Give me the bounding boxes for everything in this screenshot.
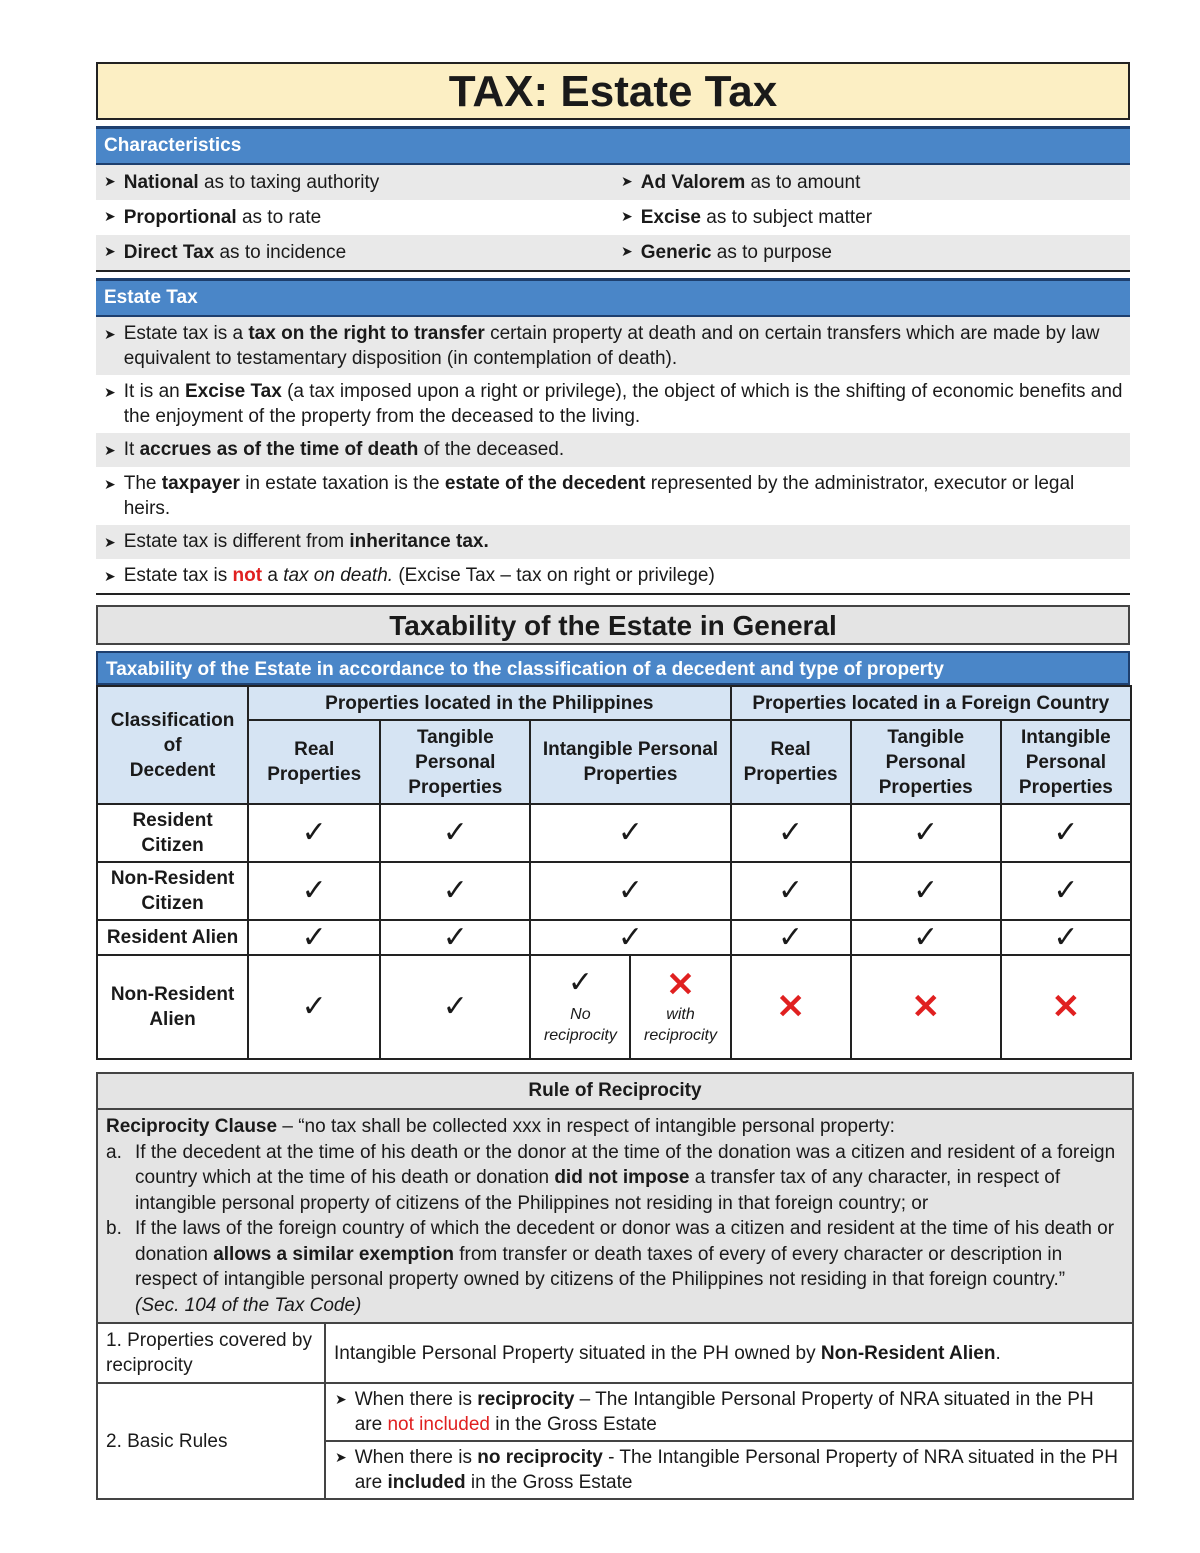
- list-item: b. If the laws of the foreign country of which the decedent or donor was a citizen and resident at the time of his death or donation allows a similar exemption from transfer or death taxes of every of every character or description in respect of intangible personal property owned by citizens of the Philippines not residing in that foreign country.”: [106, 1218, 1115, 1290]
- divider: [96, 270, 1130, 272]
- row-value: Intangible Personal Property situated in the PH owned by Non-Resident Alien.: [325, 1323, 1133, 1383]
- check-icon: ✓: [442, 816, 468, 849]
- list-item: ➤ When there is reciprocity – The Intangible Personal Property of NRA situated in the PH are not included in the Gross Estate: [335, 1389, 1094, 1435]
- list-item: ➤ Proportional as to rate: [104, 206, 322, 228]
- taxability-title: Taxability of the Estate in General: [96, 605, 1130, 645]
- list-item: ➤ When there is no reciprocity - The Intangible Personal Property of NRA situated in the PH are included in the Gross Estate: [335, 1447, 1118, 1493]
- row-label: 1. Properties covered by reciprocity: [97, 1323, 325, 1383]
- column-header: Tangible Personal Properties: [851, 720, 1001, 804]
- check-icon: ✓: [913, 874, 939, 907]
- check-icon: ✓: [778, 874, 804, 907]
- check-icon: ✓: [617, 874, 644, 907]
- taxability-heading: Taxability of the Estate in accordance to the classification of a decedent and type of property: [96, 651, 1130, 685]
- list-item: ➤ It accrues as of the time of death of the deceased.: [96, 433, 1130, 467]
- list-item: ➤ Excise as to subject matter: [621, 206, 873, 228]
- arrow-bullet-icon: ➤: [621, 242, 633, 259]
- column-header: Real Properties: [248, 720, 380, 804]
- characteristics-list: [96, 165, 1130, 270]
- table-row: [97, 862, 1131, 920]
- with-reciprocity-cell: ✕ with reciprocity: [630, 955, 730, 1059]
- table-row: [97, 804, 1131, 862]
- list-item: ➤ Estate tax is not a tax on death. (Excise Tax – tax on right or privilege): [96, 559, 1130, 593]
- estate-tax-list: [96, 317, 1130, 593]
- classification-header: Classification of Decedent: [97, 686, 248, 804]
- check-icon: ✓: [1053, 920, 1079, 954]
- arrow-bullet-icon: ➤: [621, 207, 633, 224]
- characteristics-heading: Characteristics: [96, 126, 1130, 165]
- estate-tax-heading: Estate Tax: [96, 278, 1130, 317]
- check-icon: ✓: [1053, 874, 1079, 907]
- check-icon: ✓: [442, 990, 468, 1023]
- characteristics-row: [96, 235, 1130, 270]
- divider: [96, 593, 1130, 595]
- check-icon: ✓: [913, 816, 939, 849]
- check-icon: ✓: [301, 874, 327, 907]
- page-title: TAX: Estate Tax: [96, 62, 1130, 120]
- column-header: Intangible Personal Properties: [530, 720, 730, 804]
- foreign-properties-header: Properties located in a Foreign Country: [731, 686, 1131, 720]
- reciprocity-clause: Reciprocity Clause – “no tax shall be collected xxx in respect of intangible personal property: a. If the decedent at the time of his death or the donor at the time of the donation was a citizen and resident of a foreign country which at the time of his death or donation did not impose a transfer tax of any character, in respect of intangible personal property of citizens of the Philippines not residing in that foreign country; or b. If the laws of the foreign country of which the decedent or donor was a citizen and resident at the time of his death or donation allows a similar exemption from transfer or death taxes of every of every character or description in respect of intangible personal property owned by citizens of the Philippines not residing in that foreign country.” (Sec. 104 of the Tax Code): [97, 1109, 1133, 1323]
- list-item: ➤ The taxpayer in estate taxation is the estate of the decedent represented by the administrator, executor or legal heirs.: [104, 473, 1075, 519]
- list-item: ➤ It is an Excise Tax (a tax imposed upon a right or privilege), the object of which is the shifting of economic benefits and the enjoyment of the property from the deceased to the living.: [104, 381, 1123, 427]
- arrow-bullet-icon: ➤: [104, 384, 116, 400]
- characteristics-row: [96, 200, 1130, 235]
- list-item: ➤ Ad Valorem as to amount: [621, 171, 861, 193]
- check-icon: ✓: [778, 920, 804, 954]
- cross-icon: ✕: [911, 988, 940, 1026]
- list-item: ➤ Generic as to purpose: [621, 241, 832, 263]
- check-icon: ✓: [913, 920, 939, 954]
- list-item: ➤ Direct Tax as to incidence: [104, 241, 347, 263]
- check-icon: ✓: [442, 920, 468, 954]
- column-header: Tangible Personal Properties: [380, 720, 530, 804]
- arrow-bullet-icon: ➤: [335, 1449, 347, 1465]
- check-icon: ✓: [567, 966, 593, 999]
- check-icon: ✓: [301, 920, 327, 954]
- arrow-bullet-icon: ➤: [621, 172, 633, 189]
- arrow-bullet-icon: ➤: [104, 242, 116, 259]
- column-header: Real Properties: [731, 720, 851, 804]
- arrow-bullet-icon: ➤: [335, 1391, 347, 1407]
- taxability-table: [96, 685, 1132, 1060]
- row-label: 2. Basic Rules: [97, 1383, 325, 1499]
- check-icon: ✓: [1053, 816, 1079, 849]
- table-row: [97, 920, 1131, 955]
- characteristics-row: [96, 165, 1130, 200]
- cross-icon: ✕: [776, 988, 805, 1026]
- list-item: a. If the decedent at the time of his death or the donor at the time of the donation was a citizen and resident of a foreign country which at the time of his death or donation did not impose a transfer tax of any character, in respect of intangible personal property of citizens of the Philippines not residing in that foreign country; or: [106, 1141, 1116, 1214]
- arrow-bullet-icon: ➤: [104, 568, 116, 584]
- cross-icon: ✕: [666, 966, 695, 1004]
- column-header: Intangible Personal Properties: [1001, 720, 1131, 804]
- document-page: [96, 62, 1130, 1500]
- arrow-bullet-icon: ➤: [104, 534, 116, 550]
- cross-icon: ✕: [1051, 988, 1081, 1026]
- reciprocity-heading: Rule of Reciprocity: [97, 1073, 1133, 1109]
- row-label: Resident Alien: [97, 920, 248, 955]
- list-item: ➤ National as to taxing authority: [104, 171, 380, 193]
- no-reciprocity-cell: ✓ No reciprocity: [530, 955, 630, 1059]
- reciprocity-table: [96, 1072, 1134, 1500]
- check-icon: ✓: [442, 874, 468, 907]
- check-icon: ✓: [778, 816, 804, 849]
- row-label: Non-Resident Citizen: [97, 862, 248, 920]
- row-label: Resident Citizen: [97, 804, 248, 862]
- arrow-bullet-icon: ➤: [104, 207, 116, 224]
- check-icon: ✓: [617, 920, 644, 954]
- row-label: Non-Resident Alien: [97, 955, 248, 1059]
- check-icon: ✓: [301, 990, 327, 1023]
- arrow-bullet-icon: ➤: [104, 172, 116, 189]
- check-icon: ✓: [617, 816, 644, 849]
- list-item: ➤ Estate tax is different from inheritance tax.: [96, 525, 1130, 559]
- citation: (Sec. 104 of the Tax Code): [135, 1294, 362, 1316]
- arrow-bullet-icon: ➤: [104, 476, 116, 492]
- arrow-bullet-icon: ➤: [104, 442, 116, 458]
- list-item: ➤ Estate tax is a tax on the right to transfer certain property at death and on certain transfers which are made by law equivalent to testamentary disposition (in contemplation of death).: [96, 317, 1130, 375]
- arrow-bullet-icon: ➤: [104, 326, 116, 342]
- table-row: [97, 955, 1131, 1059]
- ph-properties-header: Properties located in the Philippines: [248, 686, 730, 720]
- check-icon: ✓: [301, 816, 327, 849]
